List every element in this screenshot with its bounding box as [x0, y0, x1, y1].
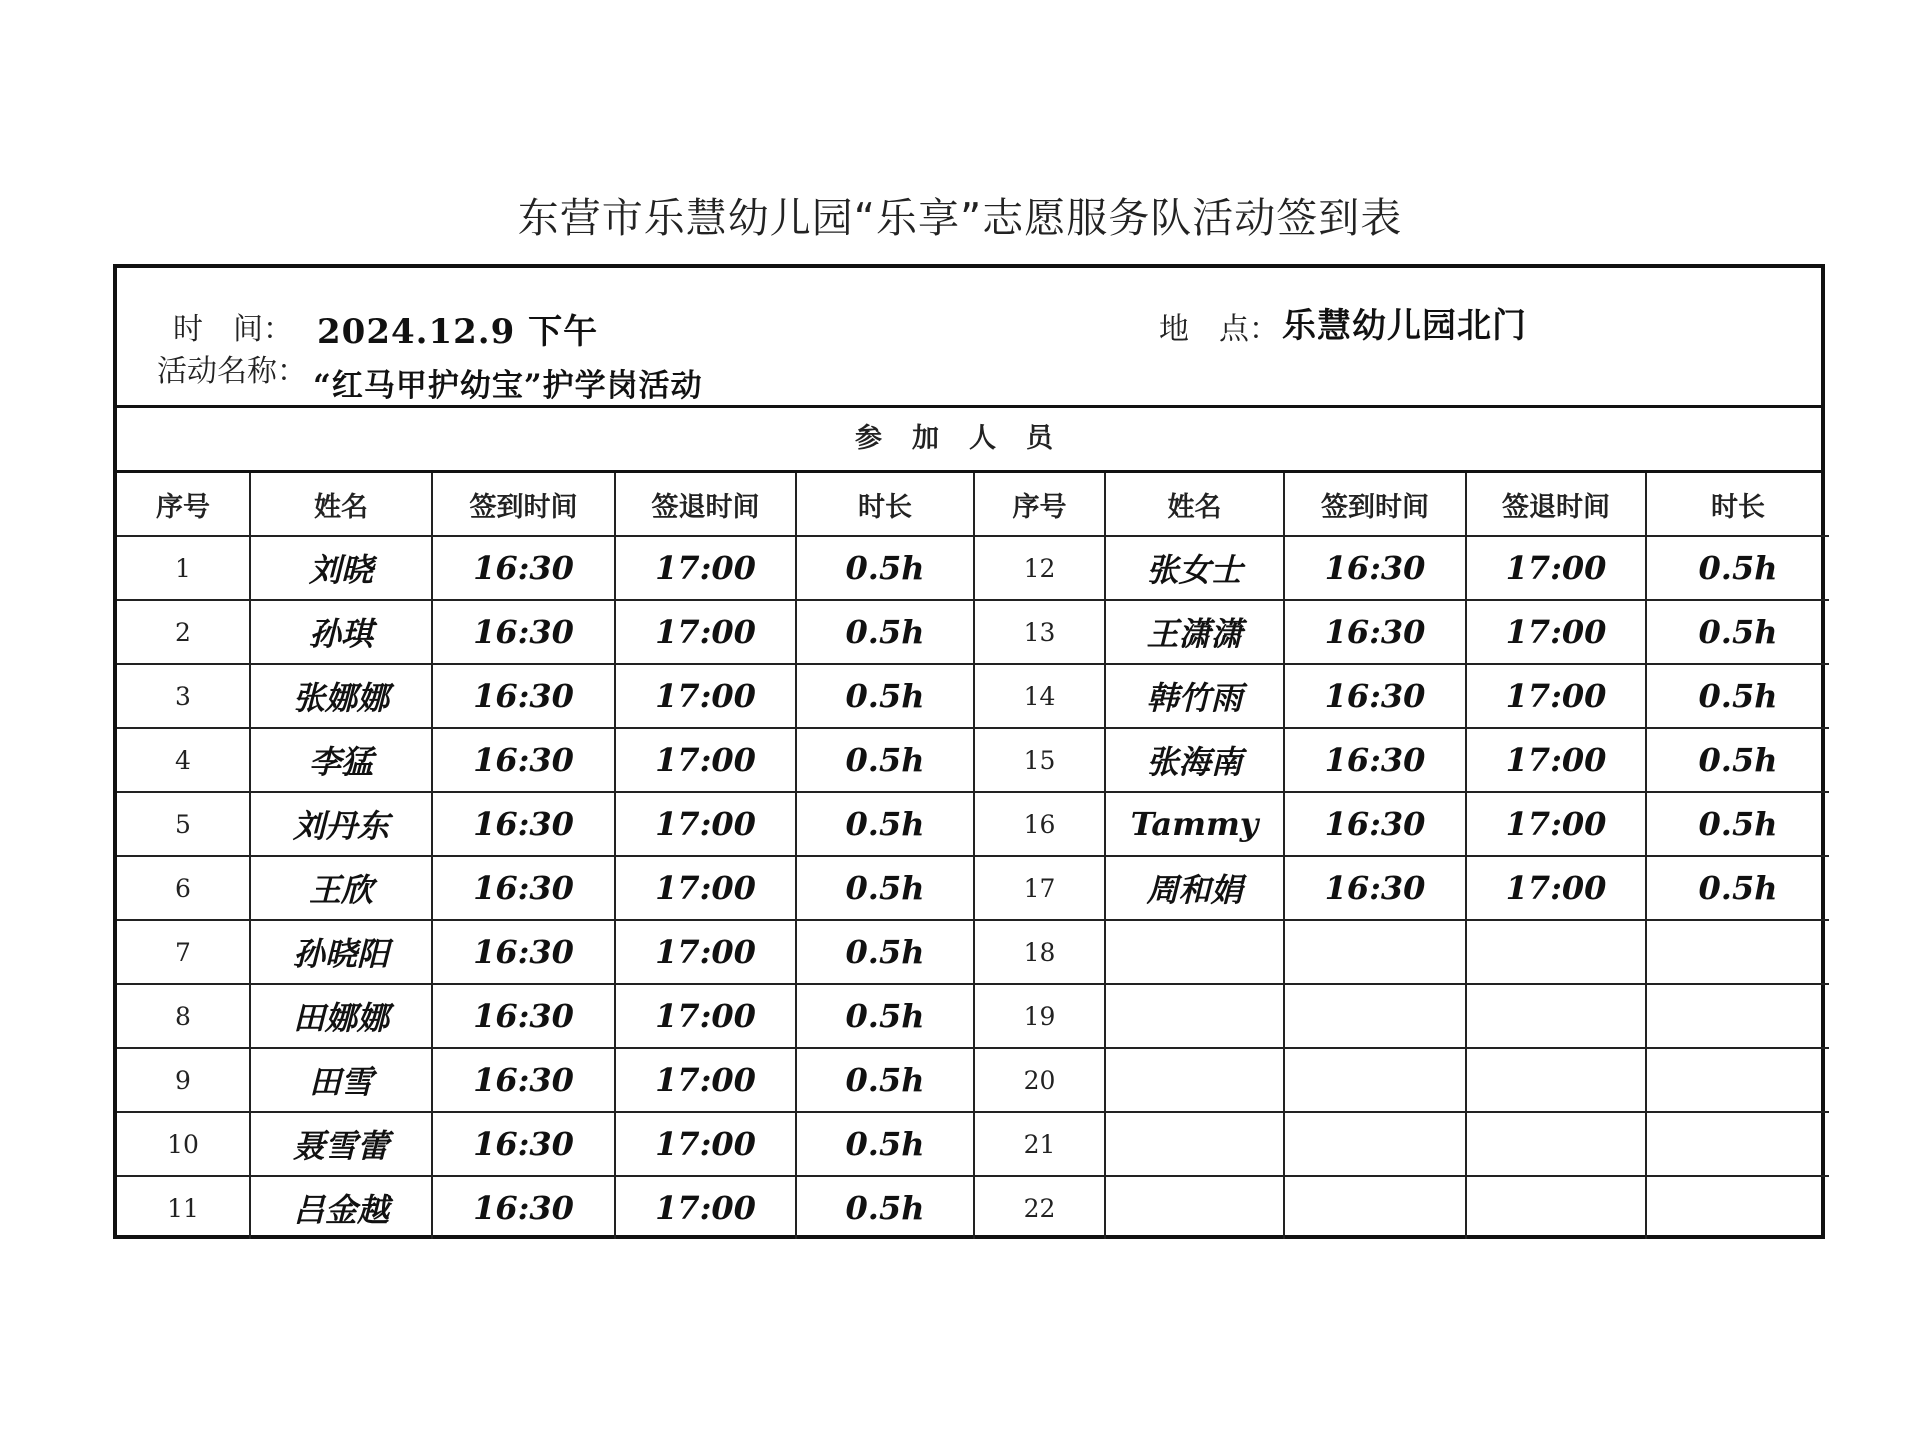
- duration-cell: 0.5h: [796, 728, 974, 792]
- row-number: 18: [974, 920, 1105, 984]
- row-number: 3: [117, 664, 250, 728]
- duration-cell: [1646, 1112, 1829, 1176]
- sign-out-time-cell: [1466, 920, 1646, 984]
- table-row: [117, 664, 1829, 728]
- name-cell: 刘晓: [250, 536, 432, 600]
- duration-cell: 0.5h: [1646, 856, 1829, 920]
- name-cell: 张女士: [1105, 536, 1284, 600]
- duration-cell: 0.5h: [1646, 536, 1829, 600]
- name-cell: [1105, 1176, 1284, 1239]
- table-row: [117, 600, 1829, 664]
- row-number: 6: [117, 856, 250, 920]
- activity-name-label: 活动名称：: [157, 354, 307, 389]
- name-cell: Tammy: [1105, 792, 1284, 856]
- participants-table: [117, 473, 1829, 1239]
- header-cell: 姓名: [1105, 473, 1284, 536]
- row-number: 8: [117, 984, 250, 1048]
- header-cell: 序号: [974, 473, 1105, 536]
- duration-cell: [1646, 984, 1829, 1048]
- row-number: 9: [117, 1048, 250, 1112]
- sign-out-time-cell: [1466, 984, 1646, 1048]
- table-row: [117, 856, 1829, 920]
- sign-in-time-cell: 16:30: [432, 664, 615, 728]
- row-number: 5: [117, 792, 250, 856]
- header-cell: 时长: [796, 473, 974, 536]
- sign-in-time-cell: 16:30: [1284, 856, 1466, 920]
- activity-name-value: “红马甲护幼宝”护学岗活动: [313, 368, 703, 404]
- sign-out-time-cell: 17:00: [1466, 856, 1646, 920]
- duration-cell: 0.5h: [796, 856, 974, 920]
- header-cell: 姓名: [250, 473, 432, 536]
- sign-in-time-cell: 16:30: [432, 1048, 615, 1112]
- header-cell: 序号: [117, 473, 250, 536]
- table-row: [117, 1176, 1829, 1239]
- document-title: 东营市乐慧幼儿园“乐享”志愿服务队活动签到表: [517, 194, 1403, 242]
- sign-in-time-cell: 16:30: [432, 920, 615, 984]
- name-cell: 王欣: [250, 856, 432, 920]
- sign-in-time-cell: [1284, 1048, 1466, 1112]
- header-cell: 时长: [1646, 473, 1829, 536]
- location-label: 地 点：: [1159, 312, 1279, 347]
- name-cell: 孙晓阳: [250, 920, 432, 984]
- name-cell: 张娜娜: [250, 664, 432, 728]
- duration-cell: 0.5h: [1646, 792, 1829, 856]
- sign-in-sheet: [113, 264, 1825, 1239]
- name-cell: 田娜娜: [250, 984, 432, 1048]
- location-value: 乐慧幼儿园北门: [1282, 306, 1527, 346]
- time-value: 2024.12.9 下午: [317, 312, 599, 352]
- row-number: 12: [974, 536, 1105, 600]
- sign-out-time-cell: 17:00: [615, 1112, 796, 1176]
- sign-out-time-cell: 17:00: [1466, 728, 1646, 792]
- table-row: [117, 1112, 1829, 1176]
- row-number: 10: [117, 1112, 250, 1176]
- row-number: 2: [117, 600, 250, 664]
- name-cell: 李猛: [250, 728, 432, 792]
- duration-cell: 0.5h: [796, 984, 974, 1048]
- name-cell: [1105, 1048, 1284, 1112]
- sign-out-time-cell: 17:00: [615, 984, 796, 1048]
- duration-cell: [1646, 1048, 1829, 1112]
- sign-out-time-cell: [1466, 1112, 1646, 1176]
- name-cell: [1105, 1112, 1284, 1176]
- sign-in-time-cell: 16:30: [1284, 664, 1466, 728]
- sign-in-time-cell: 16:30: [432, 1112, 615, 1176]
- duration-cell: 0.5h: [796, 1048, 974, 1112]
- row-number: 22: [974, 1176, 1105, 1239]
- duration-cell: [1646, 920, 1829, 984]
- duration-cell: [1646, 1176, 1829, 1239]
- name-cell: 刘丹东: [250, 792, 432, 856]
- section-participants: 参加人员: [117, 408, 1821, 473]
- activity-info: [117, 268, 1821, 408]
- sign-in-time-cell: 16:30: [432, 792, 615, 856]
- name-cell: 张海南: [1105, 728, 1284, 792]
- row-number: 1: [117, 536, 250, 600]
- name-cell: 孙琪: [250, 600, 432, 664]
- row-number: 11: [117, 1176, 250, 1239]
- row-number: 4: [117, 728, 250, 792]
- sign-out-time-cell: 17:00: [615, 1048, 796, 1112]
- sign-out-time-cell: 17:00: [615, 664, 796, 728]
- row-number: 20: [974, 1048, 1105, 1112]
- sign-in-time-cell: 16:30: [1284, 728, 1466, 792]
- table-row: [117, 984, 1829, 1048]
- name-cell: 韩竹雨: [1105, 664, 1284, 728]
- table-row: [117, 920, 1829, 984]
- sign-out-time-cell: 17:00: [615, 600, 796, 664]
- time-label: 时 间：: [173, 312, 293, 347]
- name-cell: 王潇潇: [1105, 600, 1284, 664]
- row-number: 19: [974, 984, 1105, 1048]
- sign-out-time-cell: 17:00: [615, 856, 796, 920]
- header-cell: 签退时间: [1466, 473, 1646, 536]
- duration-cell: 0.5h: [1646, 600, 1829, 664]
- sign-in-time-cell: [1284, 1176, 1466, 1239]
- sign-in-time-cell: 16:30: [432, 600, 615, 664]
- sign-in-time-cell: 16:30: [1284, 536, 1466, 600]
- sign-out-time-cell: [1466, 1048, 1646, 1112]
- sign-out-time-cell: 17:00: [615, 920, 796, 984]
- header-cell: 签退时间: [615, 473, 796, 536]
- duration-cell: 0.5h: [796, 920, 974, 984]
- name-cell: [1105, 984, 1284, 1048]
- sign-in-time-cell: 16:30: [432, 856, 615, 920]
- duration-cell: 0.5h: [796, 1176, 974, 1239]
- row-number: 15: [974, 728, 1105, 792]
- name-cell: 吕金越: [250, 1176, 432, 1239]
- sign-out-time-cell: 17:00: [1466, 664, 1646, 728]
- header-cell: 签到时间: [1284, 473, 1466, 536]
- sign-out-time-cell: 17:00: [615, 1176, 796, 1239]
- name-cell: 周和娟: [1105, 856, 1284, 920]
- sign-in-time-cell: 16:30: [432, 728, 615, 792]
- row-number: 14: [974, 664, 1105, 728]
- duration-cell: 0.5h: [796, 600, 974, 664]
- duration-cell: 0.5h: [796, 664, 974, 728]
- name-cell: 田雪: [250, 1048, 432, 1112]
- sign-in-time-cell: 16:30: [1284, 792, 1466, 856]
- name-cell: 聂雪蕾: [250, 1112, 432, 1176]
- table-row: [117, 792, 1829, 856]
- sign-out-time-cell: 17:00: [1466, 536, 1646, 600]
- sign-out-time-cell: 17:00: [1466, 600, 1646, 664]
- duration-cell: 0.5h: [1646, 664, 1829, 728]
- sign-out-time-cell: 17:00: [615, 792, 796, 856]
- row-number: 21: [974, 1112, 1105, 1176]
- sign-in-time-cell: [1284, 920, 1466, 984]
- sign-out-time-cell: [1466, 1176, 1646, 1239]
- table-row: [117, 728, 1829, 792]
- sign-out-time-cell: 17:00: [615, 536, 796, 600]
- sign-in-time-cell: 16:30: [432, 536, 615, 600]
- row-number: 7: [117, 920, 250, 984]
- sign-out-time-cell: 17:00: [1466, 792, 1646, 856]
- sign-in-time-cell: [1284, 1112, 1466, 1176]
- header-cell: 签到时间: [432, 473, 615, 536]
- row-number: 13: [974, 600, 1105, 664]
- sign-in-time-cell: 16:30: [432, 984, 615, 1048]
- table-row: [117, 536, 1829, 600]
- duration-cell: 0.5h: [1646, 728, 1829, 792]
- row-number: 16: [974, 792, 1105, 856]
- table-header-row: [117, 473, 1829, 536]
- duration-cell: 0.5h: [796, 1112, 974, 1176]
- sign-in-time-cell: [1284, 984, 1466, 1048]
- duration-cell: 0.5h: [796, 792, 974, 856]
- name-cell: [1105, 920, 1284, 984]
- duration-cell: 0.5h: [796, 536, 974, 600]
- sign-in-time-cell: 16:30: [1284, 600, 1466, 664]
- table-row: [117, 1048, 1829, 1112]
- sign-in-time-cell: 16:30: [432, 1176, 615, 1239]
- row-number: 17: [974, 856, 1105, 920]
- sign-out-time-cell: 17:00: [615, 728, 796, 792]
